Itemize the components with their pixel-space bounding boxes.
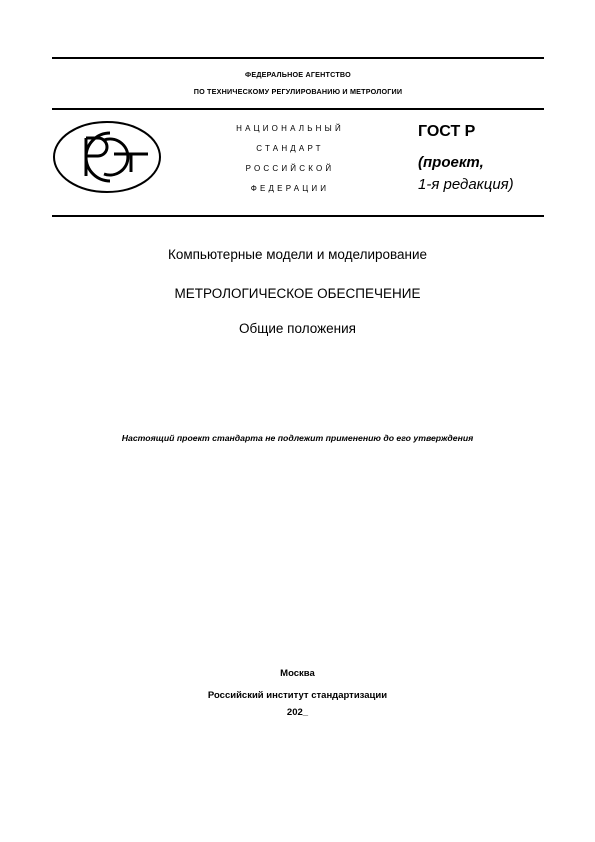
- top-rule: [52, 57, 544, 59]
- document-title-line3: Общие положения: [239, 321, 356, 336]
- standard-type-line4: ФЕДЕРАЦИИ: [250, 184, 330, 193]
- bottom-header-rule: [52, 215, 544, 217]
- agency-name-line1: ФЕДЕРАЛЬНОЕ АГЕНТСТВО: [245, 70, 351, 79]
- gost-designation: ГОСТ Р: [418, 123, 476, 140]
- draft-notice: Настоящий проект стандарта не подлежит применению до его утверждения: [121, 433, 474, 443]
- standard-type-line1: НАЦИОНАЛЬНЫЙ: [236, 124, 344, 133]
- footer-year: 202_: [286, 707, 309, 718]
- document-title-line1: Компьютерные модели и моделирование: [167, 247, 428, 262]
- middle-rule: [52, 108, 544, 110]
- draft-status-line1: (проект,: [418, 154, 484, 171]
- document-title-line2: МЕТРОЛОГИЧЕСКОЕ ОБЕСПЕЧЕНИЕ: [174, 286, 421, 301]
- rst-certification-logo-icon: [52, 120, 162, 194]
- standard-type-line2: СТАНДАРТ: [256, 144, 324, 153]
- standard-type-line3: РОССИЙСКОЙ: [245, 164, 335, 173]
- footer-institute: Российский институт стандартизации: [207, 690, 388, 701]
- agency-name-line2: ПО ТЕХНИЧЕСКОМУ РЕГУЛИРОВАНИЮ И МЕТРОЛОГИИ: [193, 87, 403, 96]
- draft-status-line2: 1-я редакция): [418, 176, 514, 193]
- footer-city: Москва: [280, 668, 315, 679]
